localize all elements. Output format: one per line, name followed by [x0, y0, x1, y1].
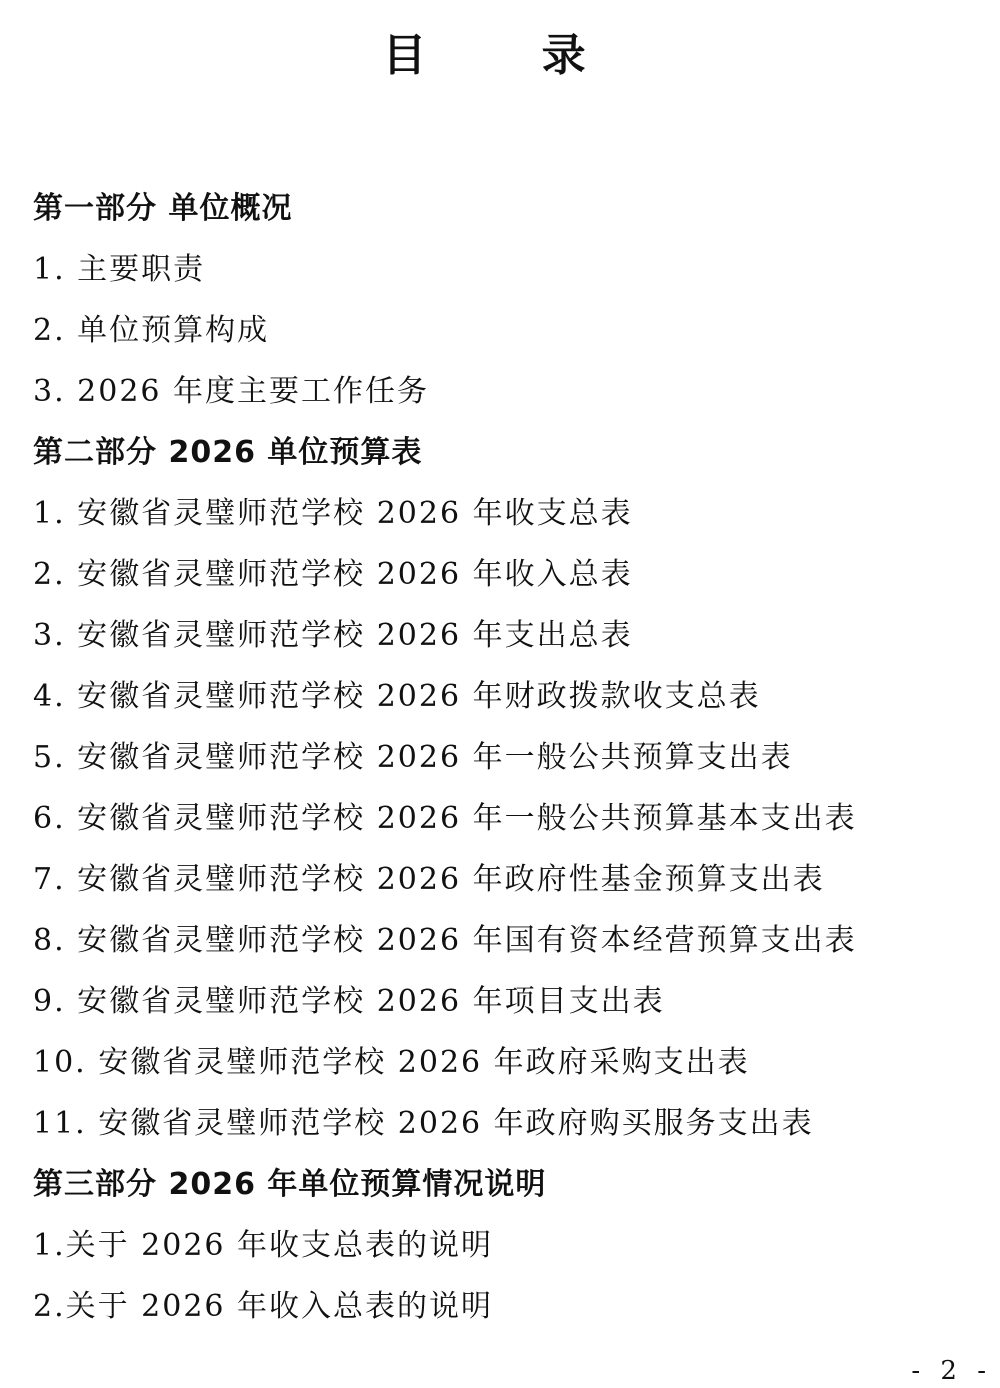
page-number: - 2 - — [911, 1356, 992, 1386]
toc-entry: 2.关于 2026 年收入总表的说明 — [33, 1289, 494, 1324]
toc-entry: 5. 安徽省灵璧师范学校 2026 年一般公共预算支出表 — [33, 740, 793, 775]
toc-section-heading: 第二部分 2026 单位预算表 — [33, 435, 423, 470]
toc-entry: 10. 安徽省灵璧师范学校 2026 年政府采购支出表 — [33, 1045, 750, 1080]
toc-entry: 1. 主要职责 — [33, 252, 206, 287]
toc-entry: 3. 2026 年度主要工作任务 — [33, 374, 430, 409]
page-title: 目 录 — [382, 30, 636, 81]
toc-entry: 9. 安徽省灵璧师范学校 2026 年项目支出表 — [33, 984, 665, 1019]
toc-section-heading: 第三部分 2026 年单位预算情况说明 — [33, 1167, 547, 1202]
toc-entry: 6. 安徽省灵璧师范学校 2026 年一般公共预算基本支出表 — [33, 801, 857, 836]
toc-entry: 1.关于 2026 年收支总表的说明 — [33, 1228, 494, 1263]
table-of-contents — [33, 178, 973, 1337]
toc-entry: 2. 安徽省灵璧师范学校 2026 年收入总表 — [33, 557, 633, 592]
toc-entry: 11. 安徽省灵璧师范学校 2026 年政府购买服务支出表 — [33, 1106, 814, 1141]
toc-entry: 2. 单位预算构成 — [33, 313, 270, 348]
toc-section-heading: 第一部分 单位概况 — [33, 191, 293, 226]
toc-entry: 3. 安徽省灵璧师范学校 2026 年支出总表 — [33, 618, 633, 653]
toc-entry: 7. 安徽省灵璧师范学校 2026 年政府性基金预算支出表 — [33, 862, 825, 897]
toc-entry: 8. 安徽省灵璧师范学校 2026 年国有资本经营预算支出表 — [33, 923, 857, 958]
toc-entry: 1. 安徽省灵璧师范学校 2026 年收支总表 — [33, 496, 633, 531]
toc-entry: 4. 安徽省灵璧师范学校 2026 年财政拨款收支总表 — [33, 679, 761, 714]
